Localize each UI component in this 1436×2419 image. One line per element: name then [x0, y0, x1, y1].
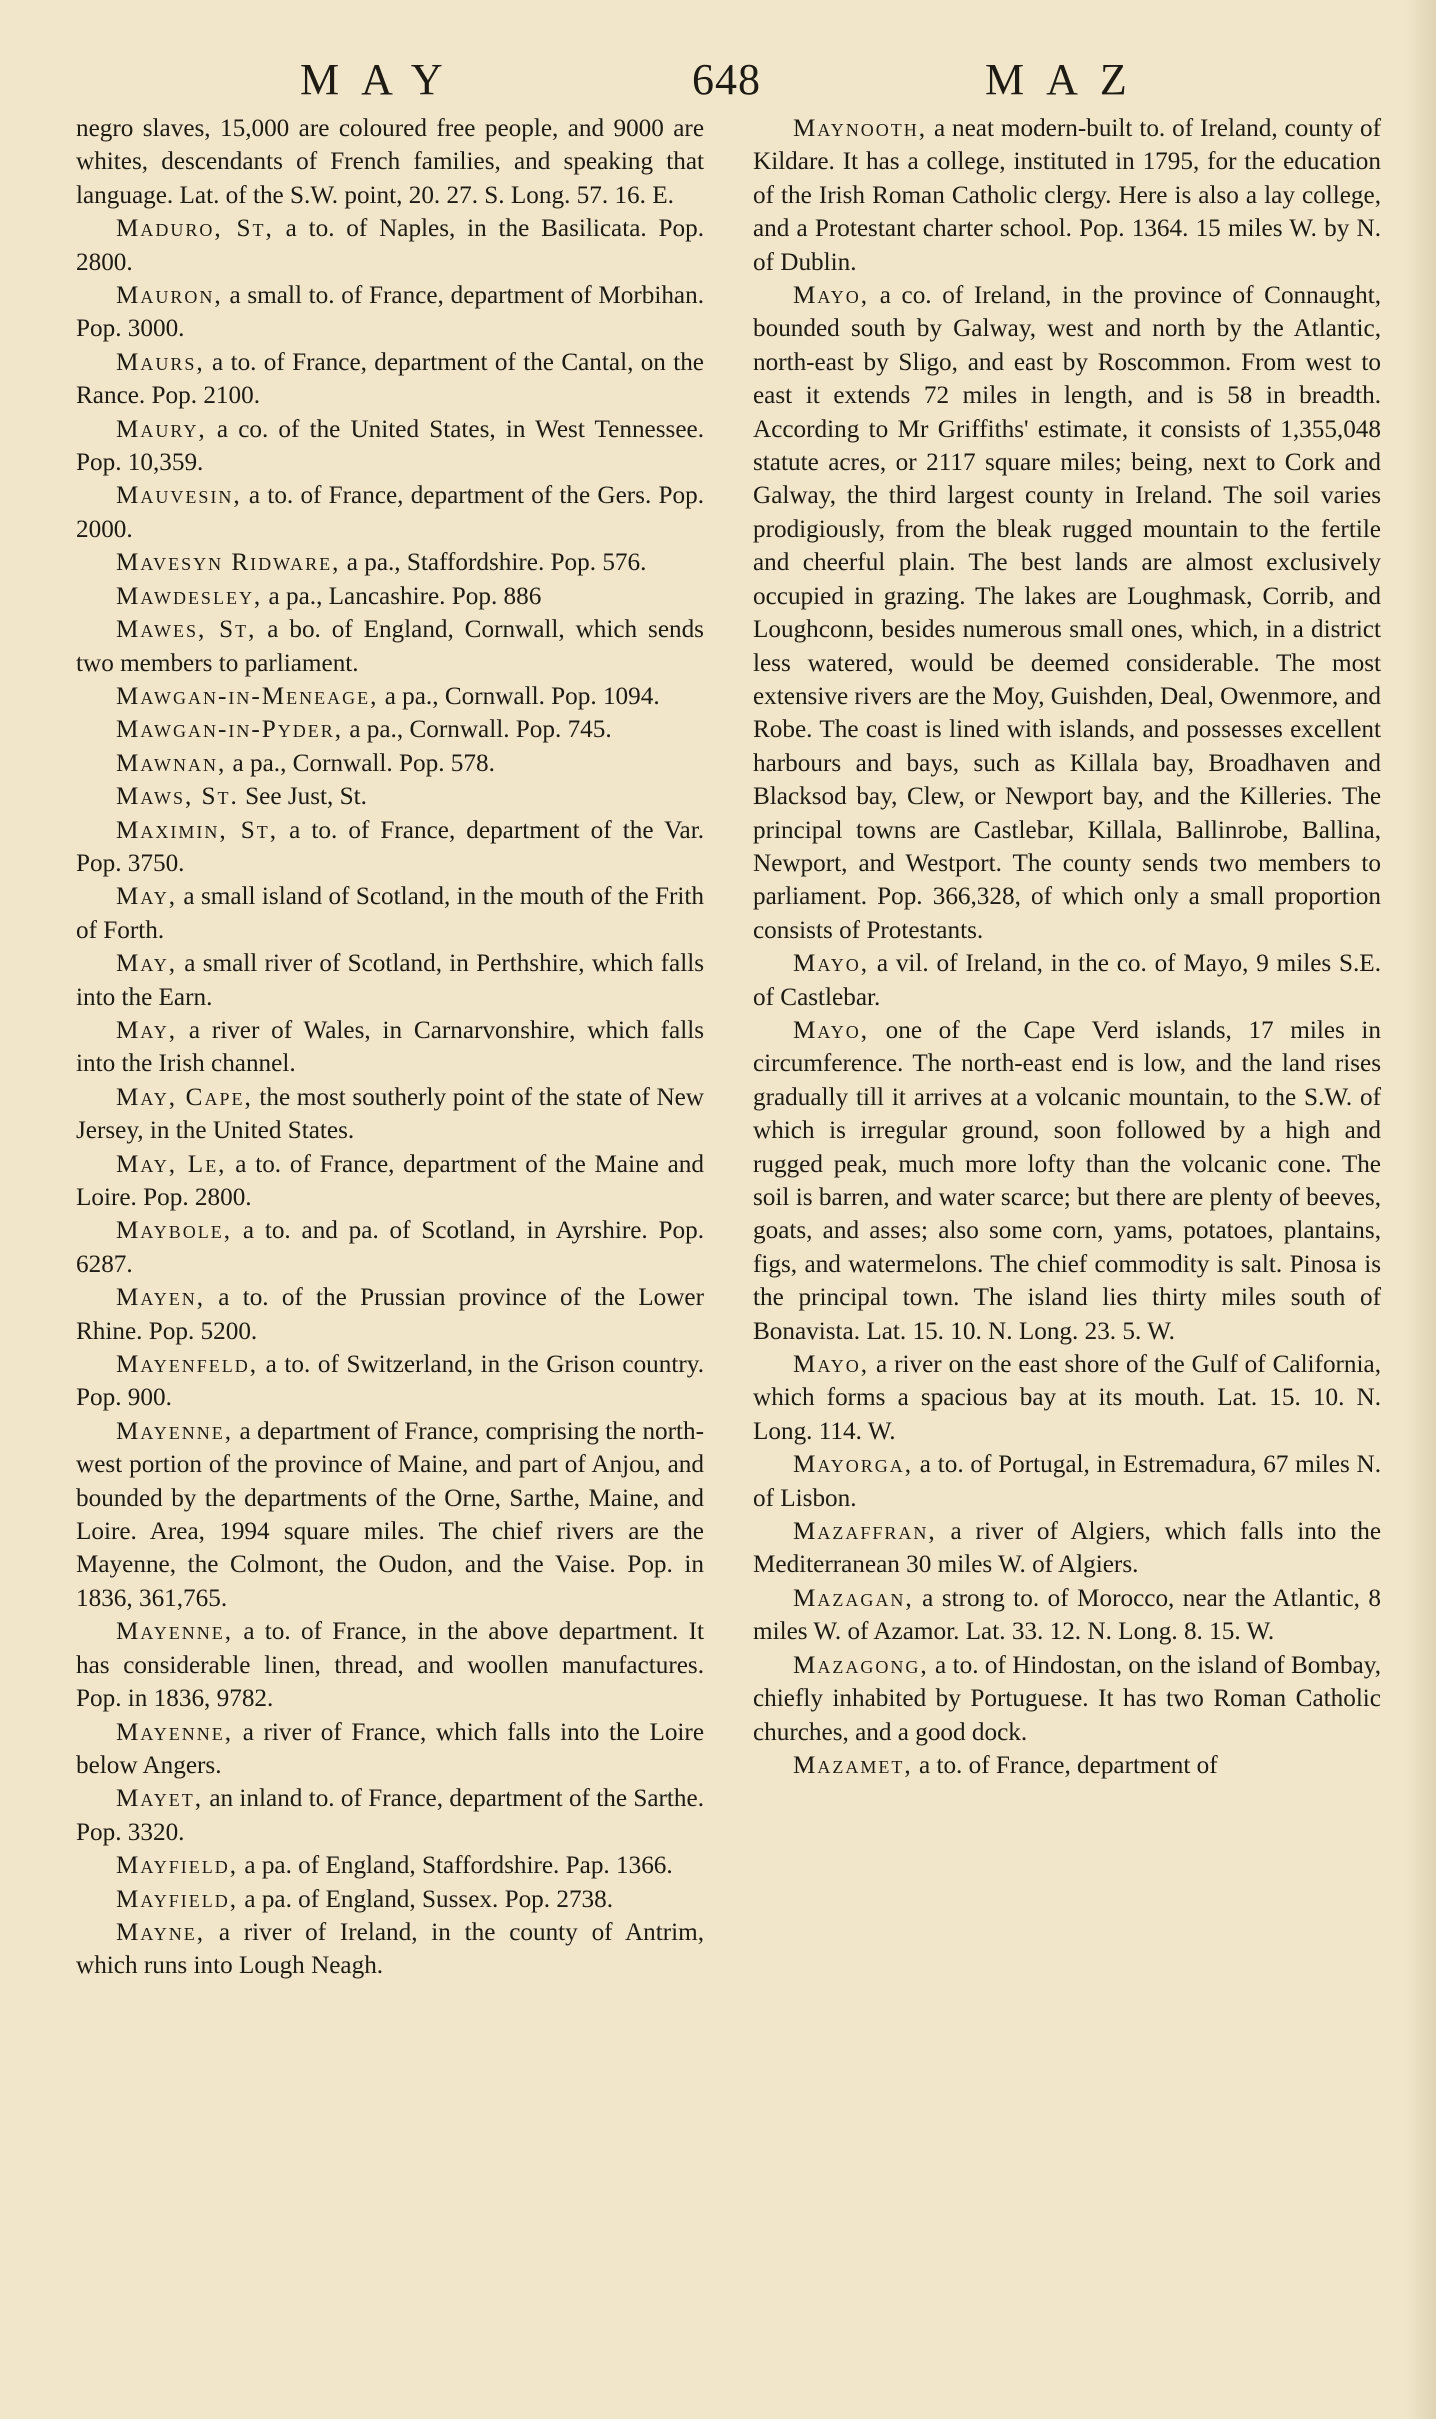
gazetteer-entry	[76, 212, 704, 279]
entry-text: a pa., Cornwall. Pop. 578.	[226, 749, 495, 777]
entry-headword: Maybole,	[116, 1217, 233, 1245]
entry-text: a to. of Hindostan, on the island of Bombay, chiefly inhabited by Portuguese. It has two Roman Catholic churches, and a good dock.	[753, 1651, 1381, 1746]
entry-text: a neat modern-built to. of Ireland, county of Kildare. It has a college, instituted in 1795, for the education of the Irish Roman Catholic clergy. Here is also a lay college, and a Protestant charter school. Pop. 1364. 15 miles W. by N. of Dublin.	[753, 115, 1381, 276]
entry-text: a to. of the Prussian province of the Lower Rhine. Pop. 5200.	[76, 1284, 704, 1345]
entry-headword: Mazagong,	[793, 1651, 929, 1679]
page-number: 648	[692, 55, 761, 104]
page-edge-shadow	[1406, 0, 1436, 2419]
gazetteer-entry	[76, 1849, 704, 1882]
entry-headword: Maury,	[116, 415, 207, 443]
entry-text: negro slaves, 15,000 are coloured free people, and 9000 are whites, descendants of French families, and speaking that language. Lat. of the S.W. point, 20. 27. S. Long. 57. 16. E.	[76, 115, 704, 209]
gazetteer-entry	[753, 1749, 1381, 1782]
gazetteer-entry	[76, 1916, 704, 1983]
entry-headword: Mazagan,	[793, 1584, 914, 1612]
entry-headword: Mauvesin,	[116, 482, 242, 510]
entry-text: a pa., Cornwall. Pop. 745.	[343, 716, 612, 744]
gazetteer-entry	[76, 1014, 704, 1081]
gazetteer-entry	[76, 880, 704, 947]
entry-text: a pa. of England, Sussex. Pop. 2738.	[238, 1885, 614, 1913]
entry-text: a to. of Portugal, in Estremadura, 67 miles N. of Lisbon.	[753, 1451, 1381, 1512]
entry-headword: Mazamet,	[793, 1751, 913, 1779]
gazetteer-entry	[753, 1448, 1381, 1515]
entry-headword: Mayenfeld,	[116, 1351, 259, 1379]
gazetteer-entry	[76, 713, 704, 746]
entry-headword: May,	[116, 883, 178, 911]
entry-text: a pa., Staffordshire. Pop. 576.	[340, 549, 647, 577]
gazetteer-entry	[76, 1782, 704, 1849]
entry-headword: Maws, St.	[116, 783, 239, 811]
entry-headword: Mawnan,	[116, 749, 227, 777]
entry-text: a to. of France, department of the Var. Pop. 3750.	[76, 816, 704, 877]
entry-text: a small island of Scotland, in the mouth of the Frith of Forth.	[76, 883, 704, 944]
gazetteer-entry	[76, 680, 704, 713]
gazetteer-entry	[753, 1582, 1381, 1649]
entry-text: a to. and pa. of Scotland, in Ayrshire. Pop. 6287.	[76, 1217, 704, 1278]
gazetteer-entry	[76, 747, 704, 780]
entry-headword: Mayo,	[793, 1351, 870, 1379]
entry-headword: Maynooth,	[793, 115, 928, 142]
right-column	[753, 112, 1381, 1782]
gazetteer-entry	[753, 947, 1381, 1014]
entry-text: a pa., Cornwall. Pop. 1094.	[378, 682, 660, 710]
gazetteer-entry	[76, 1883, 704, 1916]
entry-text: a strong to. of Morocco, near the Atlantic, 8 miles W. of Azamor. Lat. 33. 12. N. Long. 8. 15. W.	[753, 1584, 1381, 1646]
gazetteer-entry	[76, 279, 704, 346]
entry-text: a to. of France, department of the Maine and Loire. Pop. 2800.	[76, 1150, 704, 1211]
entry-headword: Mayet,	[116, 1785, 204, 1813]
entry-headword: May,	[116, 1016, 178, 1044]
gazetteer-entry	[76, 947, 704, 1014]
entry-text: a vil. of Ireland, in the co. of Mayo, 9 miles S.E. of Castlebar.	[753, 950, 1381, 1011]
entry-text: a department of France, comprising the north-west portion of the province of Maine, and part of Anjou, and bounded by the departments of the Orne, Sarthe, Maine, and Loire. Area, 1994 square miles. The chief rivers are the Mayenne, the Colmont, the Oudon, and the Vaise. Pop. in 1836, 361,765.	[76, 1417, 704, 1612]
entry-headword: Mayorga,	[793, 1451, 914, 1479]
entry-headword: Mayfield,	[116, 1852, 239, 1880]
gazetteer-entry	[76, 1615, 704, 1715]
left-column	[76, 112, 704, 1983]
gazetteer-entry	[76, 346, 704, 413]
gazetteer-entry	[76, 546, 704, 579]
entry-headword: Mawgan-in-Meneage,	[116, 682, 379, 710]
entry-text: a co. of the United States, in West Tennessee. Pop. 10,359.	[76, 415, 704, 477]
gazetteer-entry	[753, 279, 1381, 947]
gazetteer-entry	[753, 1014, 1381, 1348]
entry-text: a to. of Naples, in the Basilicata. Pop. 2800.	[76, 215, 704, 276]
entry-headword: Mazaffran,	[793, 1518, 937, 1546]
entry-headword: Maximin, St,	[116, 816, 279, 844]
entry-headword: Mawes, St,	[116, 616, 257, 644]
header-right-guide-word: MAZ	[985, 55, 1149, 104]
entry-headword: Mawdesley,	[116, 582, 263, 610]
entry-text: a to. of France, department of	[912, 1751, 1218, 1779]
continued-entry	[76, 112, 704, 212]
entry-text: a to. of Switzerland, in the Grison country. Pop. 900.	[76, 1351, 704, 1412]
entry-text: a river of France, which falls into the Loire below Angers.	[76, 1718, 704, 1779]
gazetteer-entry	[753, 1348, 1381, 1448]
entry-text: a river on the east shore of the Gulf of California, which forms a spacious bay at its mouth. Lat. 15. 10. N. Long. 114. W.	[753, 1351, 1381, 1445]
entry-headword: Maurs,	[116, 348, 205, 376]
entry-text: a to. of France, in the above department. It has considerable linen, thread, and woollen manufactures. Pop. in 1836, 9782.	[76, 1618, 704, 1713]
gazetteer-entry	[76, 1214, 704, 1281]
entry-headword: Mayenne,	[116, 1718, 234, 1746]
gazetteer-entry	[76, 1348, 704, 1415]
gazetteer-entry	[76, 1148, 704, 1215]
gazetteer-entry	[76, 1716, 704, 1783]
gazetteer-entry	[76, 780, 704, 813]
entry-headword: Maduro, St,	[116, 215, 274, 243]
gazetteer-entry	[753, 112, 1381, 279]
entry-headword: Mayo,	[793, 1016, 870, 1044]
entry-text: a river of Ireland, in the county of Antrim, which runs into Lough Neagh.	[76, 1918, 704, 1980]
gazetteer-entry	[753, 1515, 1381, 1582]
entry-text: the most southerly point of the state of New Jersey, in the United States.	[76, 1083, 705, 1145]
entry-headword: Mayenne,	[116, 1618, 234, 1646]
gazetteer-entry	[76, 479, 704, 546]
gazetteer-entry	[76, 1281, 704, 1348]
header-left-guide-word: MAY	[300, 55, 465, 104]
entry-text: a pa. of England, Staffordshire. Pap. 1366.	[238, 1852, 673, 1880]
entry-headword: Mawgan-in-Pyder,	[116, 716, 344, 744]
entry-headword: May,	[116, 950, 178, 978]
entry-headword: Mayne,	[116, 1918, 206, 1946]
entry-text: an inland to. of France, department of the Sarthe. Pop. 3320.	[76, 1785, 704, 1846]
entry-headword: Mayen,	[116, 1284, 206, 1312]
running-header	[0, 50, 1436, 110]
entry-text: a co. of Ireland, in the province of Connaught, bounded south by Galway, west and north by the Atlantic, north-east by Sligo, and east by Roscommon. From west to east it extends 72 miles in length, and is 58 in breadth. According to Mr Griffiths' estimate, it consists of 1,355,048 statute acres, or 2117 square miles; being, next to Cork and Galway, the third largest county in Ireland. The soil varies prodigiously, from the bleak rugged mountain to the fertile and cheerful plain. The best lands are almost exclusively occupied in grazing. The lakes are Loughmask, Corrib, and Loughconn, besides numerous small ones, which, in a district less watered, would be deemed considerable. The most extensive rivers are the Moy, Guishden, Deal, Owenmore, and Robe. The coast is lined with islands, and possesses excellent harbours and bays, such as Killala bay, Broadhaven and Blacksod bay, Clew, or Newport bay, and the Killeries. The principal towns are Castlebar, Killala, Ballinrobe, Ballina, Newport, and Westport. The county sends two members to parliament. Pop. 366,328, of which only a small proportion consists of Protestants.	[753, 282, 1381, 944]
entry-headword: Mavesyn Ridware,	[116, 549, 341, 577]
gazetteer-entry	[76, 1415, 704, 1615]
entry-text: a small to. of France, department of Morbihan. Pop. 3000.	[76, 282, 704, 343]
entry-text: a small river of Scotland, in Perthshire, which falls into the Earn.	[76, 950, 704, 1011]
gazetteer-entry	[76, 580, 704, 613]
entry-text: a river of Wales, in Carnarvonshire, which falls into the Irish channel.	[76, 1016, 704, 1078]
entry-text: a river of Algiers, which falls into the Mediterranean 30 miles W. of Algiers.	[753, 1518, 1381, 1579]
entry-text: See Just, St.	[238, 783, 367, 811]
entry-headword: Mayfield,	[116, 1885, 239, 1913]
entry-headword: Mayenne,	[116, 1417, 234, 1445]
entry-text: a to. of France, department of the Cantal, on the Rance. Pop. 2100.	[76, 348, 704, 410]
gazetteer-entry	[76, 613, 704, 680]
entry-text: one of the Cape Verd islands, 17 miles in circumference. The north-east end is low, and the land rises gradually till it arrives at a volcanic mountain, to the S.W. of which is irregular ground, soon followed by a high and rugged peak, much more lofty than the volcanic cone. The soil is barren, and water scarce; but there are plenty of beeves, goats, and asses; also some corn, yams, potatoes, plantains, figs, and watermelons. The chief commodity is salt. Pinosa is the principal town. The island lies thirty miles south of Bonavista. Lat. 15. 10. N. Long. 23. 5. W.	[753, 1016, 1381, 1345]
entry-text: a to. of France, department of the Gers. Pop. 2000.	[76, 482, 704, 543]
entry-text: a pa., Lancashire. Pop. 886	[262, 582, 542, 610]
entry-text: a bo. of England, Cornwall, which sends two members to parliament.	[76, 616, 704, 677]
entry-headword: May, Cape,	[116, 1083, 253, 1111]
gazetteer-entry	[76, 814, 704, 881]
entry-headword: May, Le,	[116, 1150, 227, 1178]
gazetteer-entry	[76, 1081, 704, 1148]
gazetteer-entry	[76, 413, 704, 480]
gazetteer-entry	[753, 1649, 1381, 1749]
entry-headword: Mayo,	[793, 282, 870, 310]
entry-headword: Mauron,	[116, 282, 223, 310]
entry-headword: Mayo,	[793, 950, 870, 978]
